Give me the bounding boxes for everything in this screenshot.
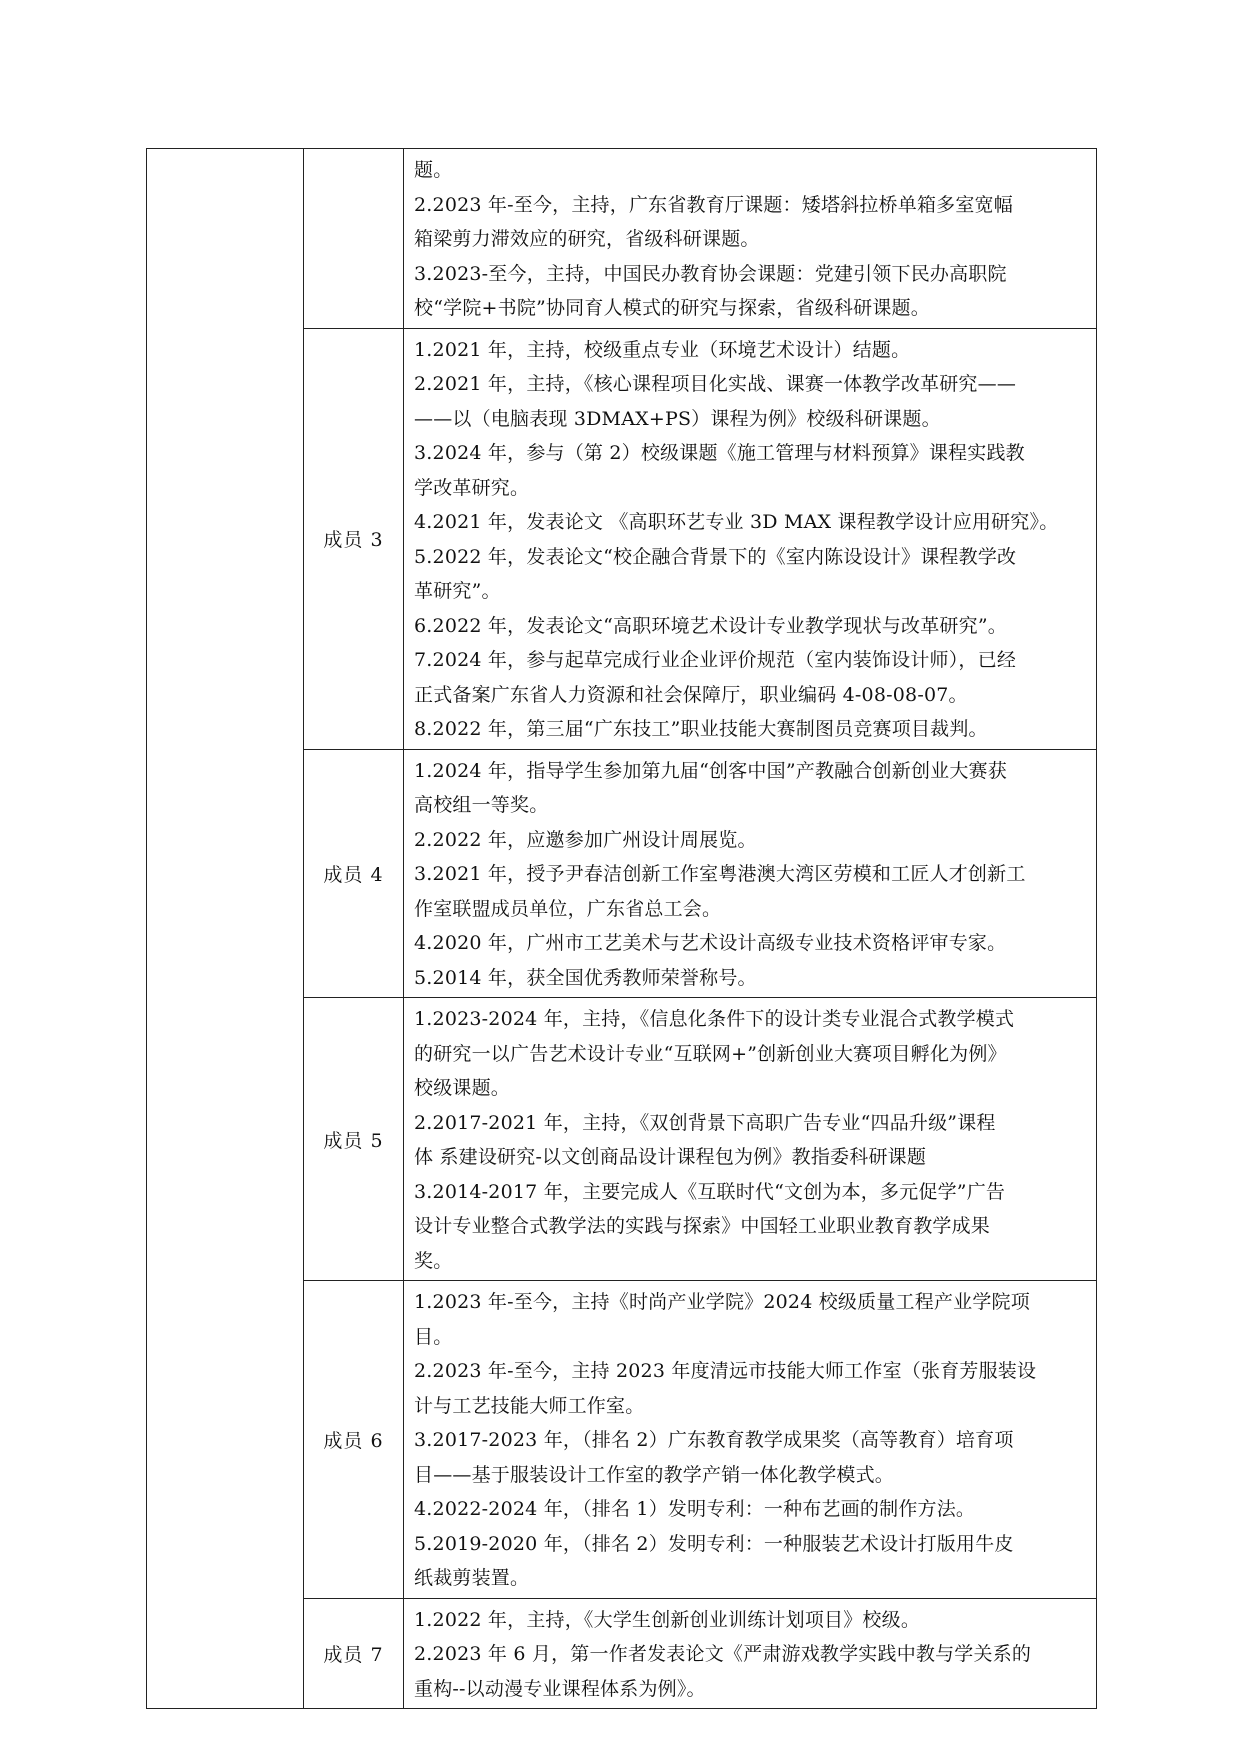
achievement-list — [404, 1598, 1097, 1709]
achievement-line: 1.2023 年-至今，主持《时尚产业学院》2024 校级质量工程产业学院项 — [414, 1291, 1030, 1313]
achievement-line: ——以（电脑表现 3DMAX+PS）课程为例》校级科研课题。 — [414, 407, 941, 430]
achievement-list — [404, 749, 1097, 998]
achievement-line: 奖。 — [414, 1249, 453, 1272]
achievement-line: 箱梁剪力滞效应的研究，省级科研课题。 — [414, 228, 760, 250]
achievement-line: 校“学院+书院”协同育人模式的研究与探索，省级科研课题。 — [414, 297, 930, 319]
achievement-line: 体 系建设研究-以文创商品设计课程包为例》教指委科研课题 — [414, 1146, 927, 1168]
achievement-line: 4.2022-2024 年，（排名 1）发明专利：一种布艺画的制作方法。 — [414, 1498, 976, 1520]
member-label: 成员 5 — [304, 998, 404, 1281]
member-label: 成员 7 — [304, 1598, 404, 1709]
achievement-line: 纸裁剪装置。 — [414, 1567, 530, 1589]
member-label — [304, 149, 404, 329]
member-label: 成员 3 — [304, 328, 404, 749]
achievement-line: 1.2024 年，指导学生参加第九届“创客中国”产教融合创新创业大赛获 — [414, 759, 1007, 782]
member-label: 成员 6 — [304, 1281, 404, 1599]
achievement-list — [404, 149, 1097, 329]
achievement-line: 1.2021 年，主持，校级重点专业（环境艺术设计）结题。 — [414, 338, 911, 361]
achievement-line: 3.2021 年，授予尹春洁创新工作室粤港澳大湾区劳模和工匠人才创新工 — [414, 863, 1026, 885]
achievement-line: 正式备案广东省人力资源和社会保障厅，职业编码 4-08-08-07。 — [414, 683, 968, 706]
achievement-line: 8.2022 年，第三届“广东技工”职业技能大赛制图员竞赛项目裁判。 — [414, 718, 988, 740]
achievement-line: 5.2019-2020 年，（排名 2）发明专利：一种服装艺术设计打版用牛皮 — [414, 1532, 1014, 1555]
member-label: 成员 4 — [304, 749, 404, 998]
achievement-list — [404, 1281, 1097, 1599]
achievement-line: 2.2023 年 6 月，第一作者发表论文《严肃游戏教学实践中教与学关系的 — [414, 1643, 1032, 1665]
achievement-list — [404, 328, 1097, 749]
table-row — [147, 149, 1097, 329]
achievement-list — [404, 998, 1097, 1281]
document-page — [146, 148, 1096, 1709]
achievement-line: 7.2024 年，参与起草完成行业企业评价规范（室内装饰设计师），已经 — [414, 649, 1017, 671]
achievements-table — [146, 148, 1097, 1709]
achievement-line: 6.2022 年，发表论文“高职环境艺术设计专业教学现状与改革研究”。 — [414, 614, 1007, 637]
achievement-line: 3.2023-至今，主持，中国民办教育协会课题：党建引领下民办高职院 — [414, 262, 1007, 285]
achievement-line: 目。 — [414, 1325, 453, 1348]
achievement-line: 2.2017-2021 年，主持，《双创背景下高职广告专业“四品升级”课程 — [414, 1111, 996, 1134]
achievement-line: 2.2023 年-至今，主持 2023 年度清远市技能大师工作室（张育芳服装设 — [414, 1360, 1037, 1382]
achievement-line: 校级课题。 — [414, 1077, 511, 1099]
achievement-line: 5.2014 年，获全国优秀教师荣誉称号。 — [414, 966, 757, 989]
achievement-line: 1.2023-2024 年，主持，《信息化条件下的设计类专业混合式教学模式 — [414, 1008, 1015, 1030]
achievement-line: 4.2020 年，广州市工艺美术与艺术设计高级专业技术资格评审专家。 — [414, 932, 1007, 954]
achievement-line: 的研究一以广告艺术设计专业“互联网+”创新创业大赛项目孵化为例》 — [414, 1042, 1007, 1065]
achievement-line: 4.2021 年，发表论文 《高职环艺专业 3D MAX 课程教学设计应用研究》。 — [414, 511, 1059, 533]
achievement-line: 5.2022 年，发表论文“校企融合背景下的《室内陈设设计》课程教学改 — [414, 545, 1017, 568]
achievement-line: 设计专业整合式教学法的实践与探索》中国轻工业职业教育教学成果 — [414, 1215, 991, 1237]
achievement-line: 3.2017-2023 年，（排名 2）广东教育教学成果奖（高等教育）培育项 — [414, 1429, 1014, 1451]
achievement-line: 2.2022 年，应邀参加广州设计周展览。 — [414, 828, 757, 851]
achievement-line: 重构--以动漫专业课程体系为例》。 — [414, 1677, 706, 1700]
achievement-line: 2.2023 年-至今，主持，广东省教育厅课题：矮塔斜拉桥单箱多室宽幅 — [414, 193, 1013, 216]
achievement-line: 2.2021 年，主持，《核心课程项目化实战、课赛一体教学改革研究—— — [414, 373, 1017, 395]
category-cell — [147, 149, 304, 1709]
achievement-line: 3.2024 年，参与（第 2）校级课题《施工管理与材料预算》课程实践教 — [414, 442, 1025, 464]
achievement-line: 学改革研究。 — [414, 476, 530, 499]
achievement-line: 题。 — [414, 159, 453, 181]
achievement-line: 3.2014-2017 年，主要完成人《互联时代“文创为本，多元促学”广告 — [414, 1180, 1006, 1203]
achievement-line: 目——基于服装设计工作室的教学产销一体化教学模式。 — [414, 1463, 895, 1486]
achievement-line: 1.2022 年，主持，《大学生创新创业训练计划项目》校级。 — [414, 1608, 921, 1631]
achievement-line: 计与工艺技能大师工作室。 — [414, 1394, 645, 1417]
achievement-line: 革研究”。 — [414, 580, 501, 602]
achievement-line: 作室联盟成员单位，广东省总工会。 — [414, 897, 722, 920]
achievement-line: 高校组一等奖。 — [414, 794, 549, 816]
